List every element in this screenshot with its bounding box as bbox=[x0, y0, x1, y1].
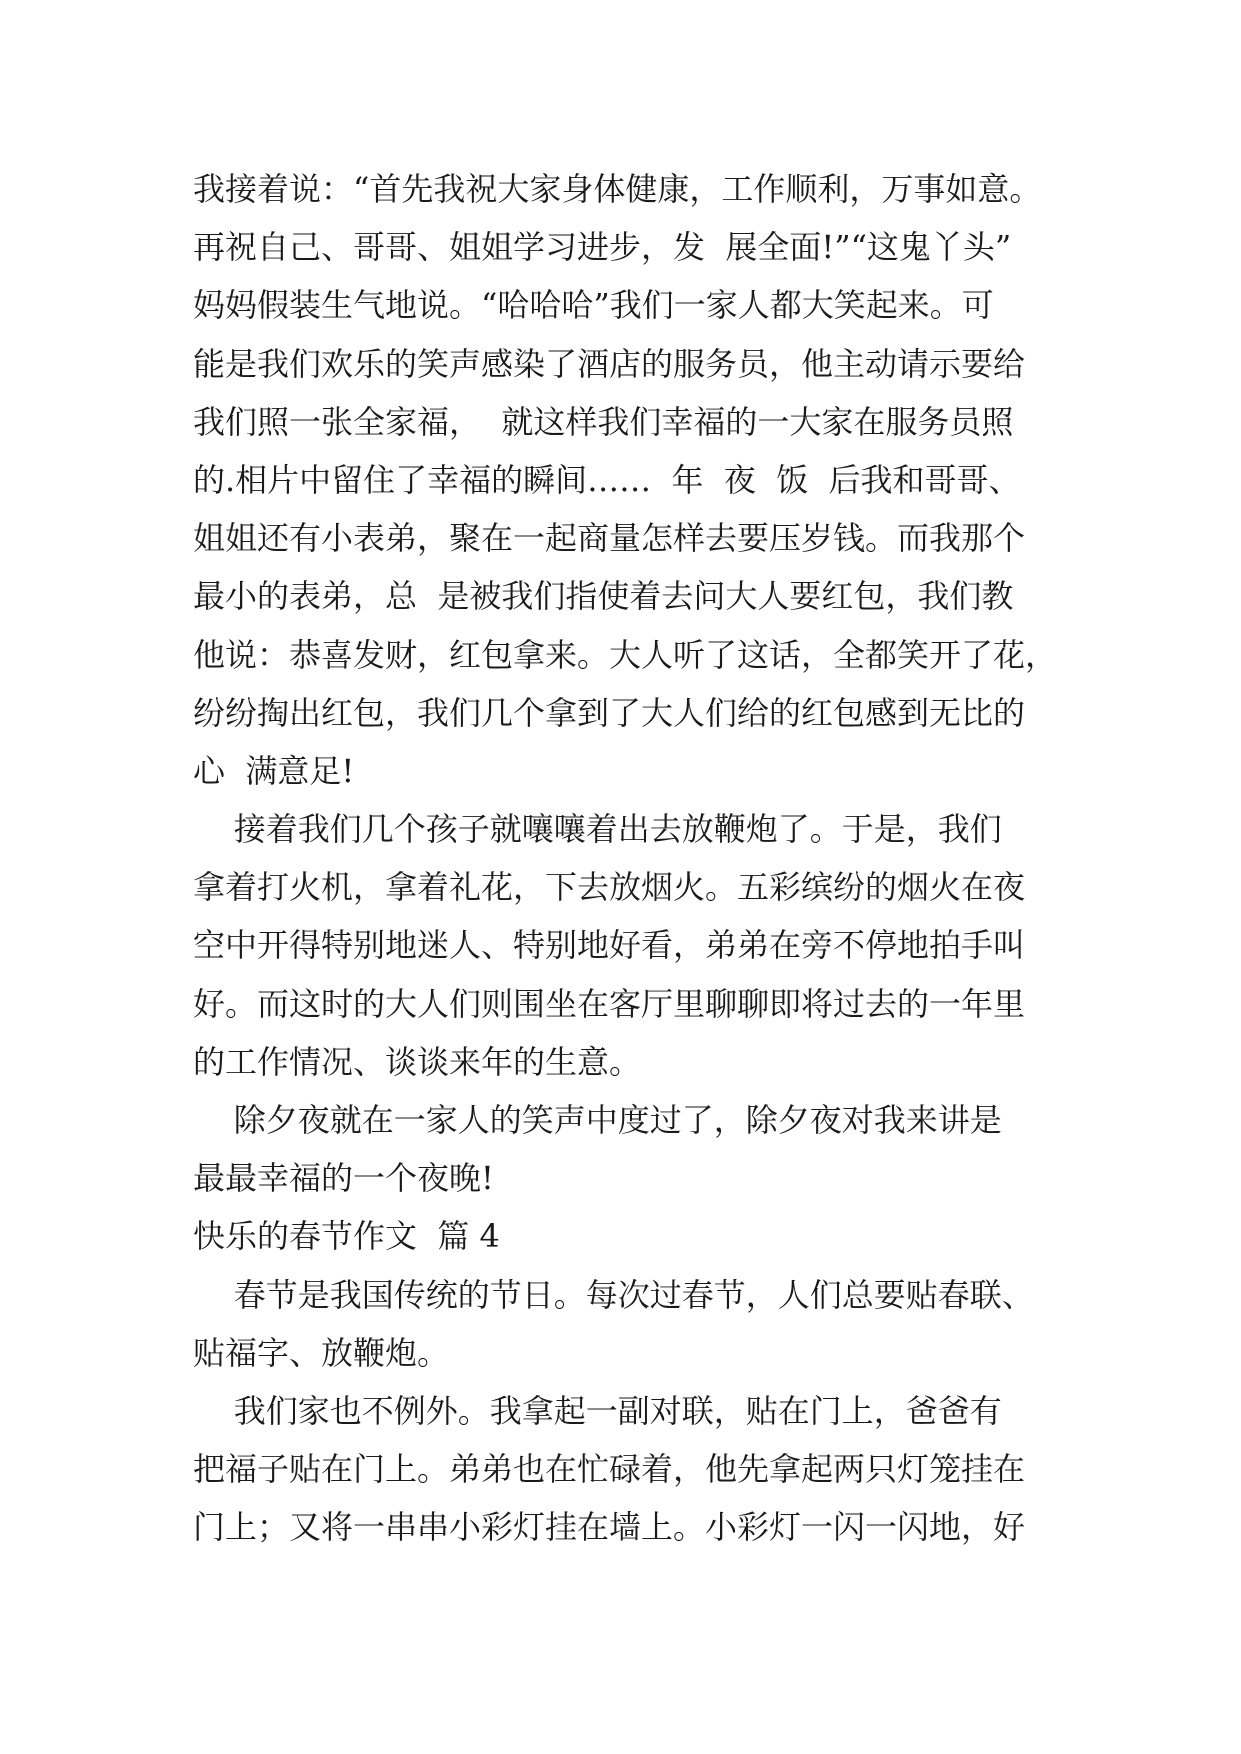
text-line: 好。而这时的大人们则围坐在客厅里聊聊即将过去的一年里 bbox=[193, 984, 1026, 1023]
text-line: 空中开得特别地迷人、特别地好看，弟弟在旁不停地拍手叫 bbox=[193, 926, 1026, 965]
text-line: 最小的表弟，总 是被我们指使着去问大人要红包，我们教 bbox=[193, 577, 1014, 616]
text-line: 门上；又将一串串小彩灯挂在墙上。小彩灯一闪一闪地，好 bbox=[193, 1508, 1026, 1547]
text-line: 贴福字、放鞭炮。 bbox=[193, 1333, 450, 1372]
text-line: 再祝自己、哥哥、姐姐学习进步，发 展全面!”“这鬼丫头” bbox=[193, 228, 1012, 267]
text-line: 姐姐还有小表弟，聚在一起商量怎样去要压岁钱。而我那个 bbox=[193, 519, 1026, 558]
text-line: 的.相片中留住了幸福的瞬间…… 年 夜 饭 后我和哥哥、 bbox=[193, 460, 1021, 499]
text-line: 我们家也不例外。我拿起一副对联，贴在门上，爸爸有 bbox=[193, 1391, 1002, 1430]
text-line: 的工作情况、谈谈来年的生意。 bbox=[193, 1042, 642, 1081]
text-line: 我们照一张全家福， 就这样我们幸福的一大家在服务员照 bbox=[193, 402, 1014, 441]
text-line: 纷纷掏出红包，我们几个拿到了大人们给的红包感到无比的 bbox=[193, 693, 1026, 732]
text-line: 拿着打火机，拿着礼花，下去放烟火。五彩缤纷的烟火在夜 bbox=[193, 868, 1026, 907]
text-line: 最最幸福的一个夜晚! bbox=[193, 1159, 494, 1198]
text-line: 接着我们几个孩子就嚷嚷着出去放鞭炮了。于是，我们 bbox=[193, 810, 1002, 849]
text-line: 我接着说：“首先我祝大家身体健康，工作顺利，万事如意。 bbox=[193, 170, 1042, 208]
text-line: 除夕夜就在一家人的笑声中度过了，除夕夜对我来讲是 bbox=[193, 1101, 1002, 1139]
text-line: 妈妈假装生气地说。“哈哈哈”我们一家人都大笑起来。可 bbox=[193, 286, 994, 325]
document-body bbox=[193, 160, 1073, 1557]
text-line: 春节是我国传统的节日。每次过春节，人们总要贴春联、 bbox=[193, 1275, 1034, 1314]
text-line: 他说：恭喜发财，红包拿来。大人听了这话，全都笑开了花， bbox=[193, 635, 1058, 674]
section-heading: 快乐的春节作文 篇 4 bbox=[193, 1217, 500, 1256]
text-line: 能是我们欢乐的笑声感染了酒店的服务员，他主动请示要给 bbox=[193, 344, 1026, 383]
text-line: 心 满意足! bbox=[193, 751, 355, 790]
text-line: 把福子贴在门上。弟弟也在忙碌着，他先拿起两只灯笼挂在 bbox=[193, 1450, 1026, 1489]
